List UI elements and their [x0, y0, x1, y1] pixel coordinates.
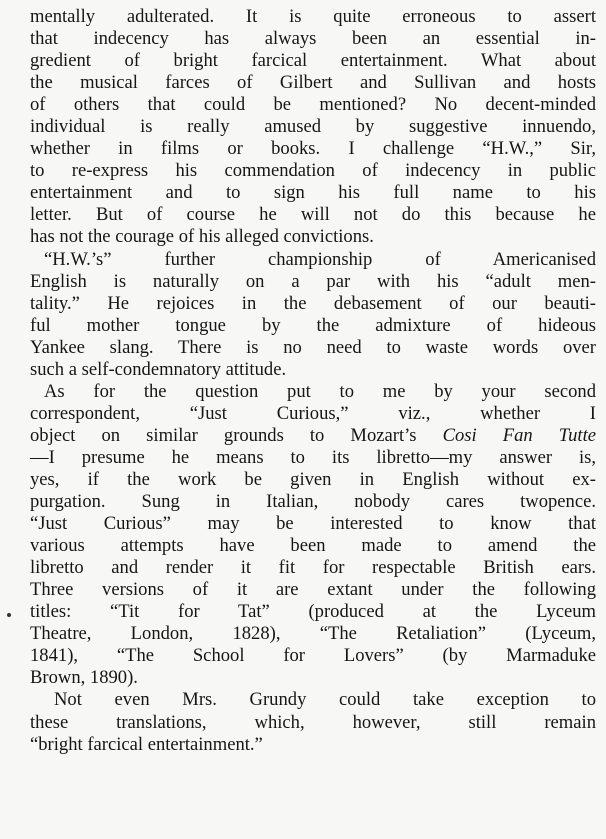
text-line: As for the question put to me by your second	[44, 380, 596, 402]
margin-speck	[7, 613, 11, 617]
paragraph-2	[30, 249, 596, 381]
text-line: mentally adulterated. It is quite erroneous to assert	[30, 6, 596, 27]
document-page	[30, 6, 596, 756]
paragraph-1	[30, 6, 596, 249]
text-line: ful mother tongue by the admixture of hideous	[30, 314, 596, 336]
text-line: libretto and render it fit for respectable British ears.	[30, 557, 596, 579]
text-line: the musical farces of Gilbert and Sullivan and hosts	[30, 72, 596, 94]
paragraph-4	[30, 689, 596, 755]
text-line: tality.” He rejoices in the debasement of our beauti-	[30, 292, 596, 314]
text-line: —I presume he means to its libretto—my answer is,	[30, 446, 596, 468]
text-line: object on similar grounds to Mozart’s Cosi Fan Tutte	[30, 424, 596, 446]
text-line: that indecency has always been an essential in-	[30, 28, 596, 50]
text-line: these translations, which, however, still remain	[30, 711, 596, 733]
opera-title: Cosi Fan Tutte	[442, 424, 596, 446]
text-line: individual is really amused by suggestive innuendo,	[30, 116, 596, 138]
text-line: Theatre, London, 1828), “The Retaliation” (Lyceum,	[30, 623, 596, 645]
text-line: has not the courage of his alleged convictions.	[30, 226, 374, 248]
text-line: purgation. Sung in Italian, nobody cares twopence.	[30, 491, 596, 513]
text-line: Brown, 1890).	[30, 667, 138, 689]
text-line: Three versions of it are extant under the following	[30, 579, 596, 601]
text-line: 1841), “The School for Lovers” (by Marmaduke	[30, 645, 596, 667]
text-line: such a self-condemnatory attitude.	[30, 358, 287, 380]
text-line: to re-express his commendation of indecency in public	[30, 160, 596, 182]
text-line: letter. But of course he will not do this because he	[30, 204, 596, 226]
text-line: of others that could be mentioned? No decent-minded	[30, 94, 596, 116]
text-line: various attempts have been made to amend the	[30, 535, 596, 557]
text-line: Not even Mrs. Grundy could take exception to	[54, 689, 596, 711]
paragraph-3	[30, 381, 596, 690]
text-line: yes, if the work be given in English without ex-	[30, 468, 596, 490]
text-line: entertainment and to sign his full name to his	[30, 182, 596, 204]
text-line: whether in films or books. I challenge “H.W.,” Sir,	[30, 138, 596, 160]
text-line: gredient of bright farcical entertainment. What about	[30, 50, 596, 72]
text-line: correspondent, “Just Curious,” viz., whether I	[30, 402, 596, 424]
text-line: “Just Curious” may be interested to know that	[30, 513, 596, 535]
text-line: Yankee slang. There is no need to waste words over	[30, 336, 596, 358]
text-line: titles: “Tit for Tat” (produced at the Lyceum	[30, 601, 596, 623]
text-line: “bright farcical entertainment.”	[30, 733, 263, 755]
text-line: English is naturally on a par with his “adult men-	[30, 270, 596, 292]
text-line: “H.W.’s” further championship of Americanised	[44, 248, 596, 270]
